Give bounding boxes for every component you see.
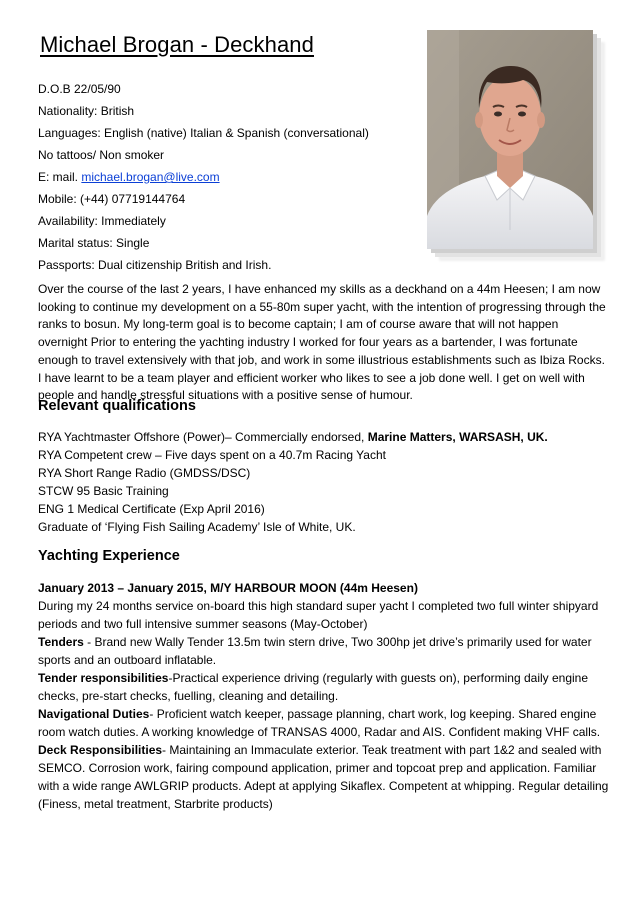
list-item: Graduate of ‘Flying Fish Sailing Academy’ Isle of White, UK. <box>38 520 356 534</box>
portrait-image <box>427 30 593 249</box>
qualifications-heading: Relevant qualifications <box>38 398 196 414</box>
profile-photo <box>427 30 593 249</box>
list-item: STCW 95 Basic Training <box>38 484 169 498</box>
profile-summary: Over the course of the last 2 years, I have enhanced my skills as a deckhand on a 44m Heesen; I am now looking to continue my development on a 55-80m super yacht, with the intention of progressing through the ranks to bosun. My long-term goal is to become captain; I am of course aware that will not happen overnight Prior to entering the yachting industry I worked for four years as a bartender, I was fortunate enough to travel extensively with that job, and work in some illustrious establishments such as Ibiza Rocks. I have learnt to be a team player and efficient worker who likes to see a job done well. I get on well with people and handle stressful situations with a positive sense of humour. <box>38 282 606 403</box>
navigational-duties-label: Navigational Duties <box>38 707 150 721</box>
tenders-paragraph: Tenders - Brand new Wally Tender 13.5m twin stern drive, Two 300hp jet drive’s primarily used for water sports and an outboard inflatable. <box>38 635 592 667</box>
experience-role: January 2013 – January 2015, M/Y HARBOUR MOON (44m Heesen) <box>38 581 418 595</box>
marital-status: Marital status: Single <box>38 236 150 250</box>
personal-details <box>38 82 418 280</box>
habits: No tattoos/ Non smoker <box>38 148 165 162</box>
qualifications-list <box>38 430 610 538</box>
list-item: ENG 1 Medical Certificate (Exp April 2016) <box>38 502 265 516</box>
email-link[interactable]: michael.brogan@live.com <box>81 170 220 184</box>
experience-section <box>38 579 610 813</box>
list-item: RYA Short Range Radio (GMDSS/DSC) <box>38 466 251 480</box>
navigational-duties-paragraph: Navigational Duties- Proficient watch keeper, passage planning, chart work, log keeping. Shared engine room watch duties. A working knowledge of TRANSAS 4000, Radar and AIS. Confident making VHF calls. <box>38 707 601 739</box>
email-row <box>38 170 418 192</box>
page-title: Michael Brogan - Deckhand <box>40 32 314 57</box>
email-label: E: mail. <box>38 170 82 184</box>
experience-heading: Yachting Experience <box>38 548 180 564</box>
experience-intro: During my 24 months service on-board this high standard super yacht I completed two full winter shipyard periods and two full intensive summer seasons (May-October) <box>38 599 599 631</box>
tenders-label: Tenders <box>38 635 84 649</box>
dob: D.O.B 22/05/90 <box>38 82 121 96</box>
list-item: RYA Competent crew – Five days spent on a 40.7m Racing Yacht <box>38 448 386 462</box>
list-item: RYA Yachtmaster Offshore (Power)– Commercially endorsed, Marine Matters, WARSASH, UK. <box>38 430 548 444</box>
deck-responsibilities-label: Deck Responsibilities <box>38 743 163 757</box>
mobile: Mobile: (+44) 07719144764 <box>38 192 186 206</box>
availability: Availability: Immediately <box>38 214 166 228</box>
deck-responsibilities-paragraph: Deck Responsibilities- Maintaining an Immaculate exterior. Teak treatment with part 1&2 and sealed with SEMCO. Corrosion work, fairing compound application, primer and topcoat prep and application. Familiar with a wide range AWLGRIP products. Adept at applying Sikaflex. Competent at whipping. Regular detailing (Finess, metal treatment, Starbrite products) <box>38 743 609 811</box>
tender-responsibilities-label: Tender responsibilities <box>38 671 169 685</box>
nationality: Nationality: British <box>38 104 135 118</box>
languages: Languages: English (native) Italian & Spanish (conversational) <box>38 126 369 140</box>
passports: Passports: Dual citizenship British and Irish. <box>38 258 272 272</box>
tender-responsibilities-paragraph: Tender responsibilities-Practical experience driving (regularly with guests on), performing daily engine checks, pre-start checks, fuelling, cleaning and detailing. <box>38 671 589 703</box>
